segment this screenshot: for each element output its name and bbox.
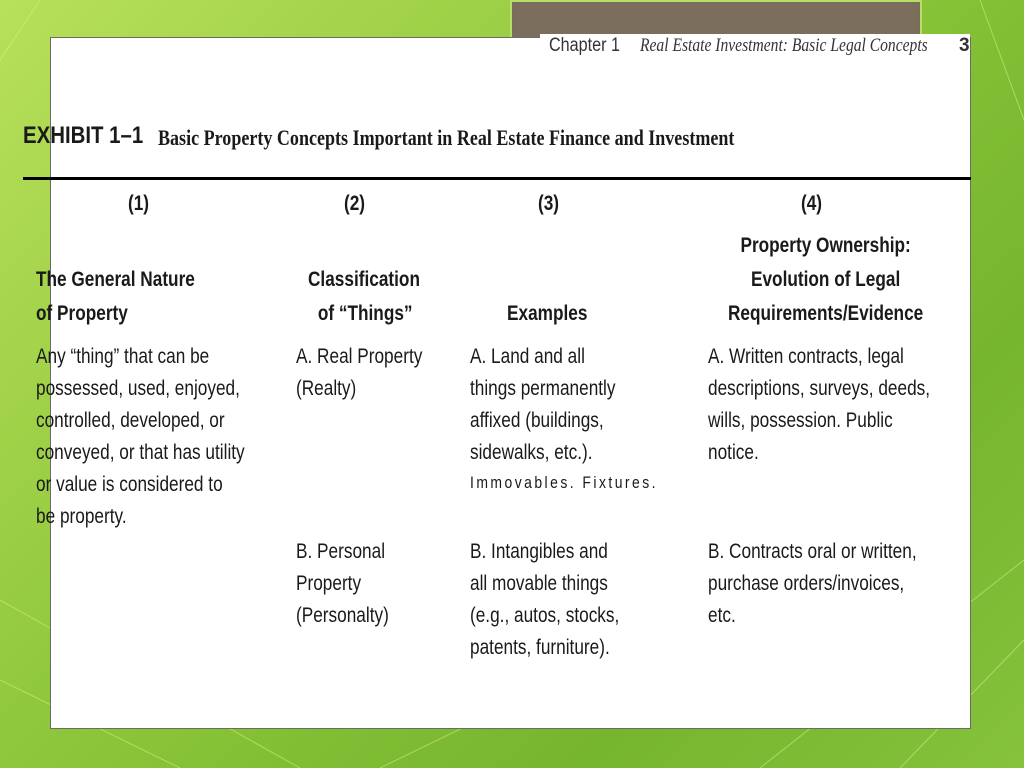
row1-ownership bbox=[708, 341, 930, 469]
text-line: A. Real Property bbox=[296, 345, 423, 368]
text-line: be property. bbox=[36, 505, 127, 528]
heading-line: Classification bbox=[308, 268, 420, 291]
text-line: possessed, used, enjoyed, bbox=[36, 377, 240, 400]
text-line: descriptions, surveys, deeds, bbox=[708, 377, 931, 400]
heading-line: of Property bbox=[36, 302, 128, 325]
row2-examples bbox=[470, 536, 619, 664]
running-title: Real Estate Investment: Basic Legal Concepts bbox=[640, 35, 928, 56]
text-line: or value is considered to bbox=[36, 473, 223, 496]
chapter-label: Chapter 1 bbox=[549, 35, 620, 56]
text-line: purchase orders/invoices, bbox=[708, 572, 905, 595]
heading-line: Examples bbox=[507, 302, 588, 325]
column-heading-4 bbox=[728, 229, 923, 331]
row2-classification bbox=[296, 536, 389, 632]
column-heading-3 bbox=[507, 297, 587, 331]
row1-nature bbox=[36, 341, 245, 533]
column-number-3: (3) bbox=[538, 192, 560, 215]
heading-line: Property Ownership: bbox=[740, 234, 911, 257]
text-line: Any “thing” that can be bbox=[36, 345, 210, 368]
text-line: all movable things bbox=[470, 572, 608, 595]
text-line: patents, furniture). bbox=[470, 636, 610, 659]
text-line: notice. bbox=[708, 441, 759, 464]
text-line: (e.g., autos, stocks, bbox=[470, 604, 620, 627]
text-line: conveyed, or that has utility bbox=[36, 441, 245, 464]
text-line: (Personalty) bbox=[296, 604, 389, 627]
exhibit-label: EXHIBIT 1–1 bbox=[23, 122, 144, 149]
row1-classification bbox=[296, 341, 422, 405]
row2-ownership bbox=[708, 536, 917, 632]
exhibit-title: Basic Property Concepts Important in Real Estate Finance and Investment bbox=[158, 125, 735, 150]
column-heading-2 bbox=[308, 263, 420, 331]
column-number-1: (1) bbox=[128, 192, 150, 215]
text-line: Immovables. Fixtures. bbox=[470, 473, 658, 492]
text-line: affixed (buildings, bbox=[470, 409, 604, 432]
text-line: B. Intangibles and bbox=[470, 540, 608, 563]
text-line: B. Contracts oral or written, bbox=[708, 540, 917, 563]
text-line: etc. bbox=[708, 604, 736, 627]
text-line: sidewalks, etc.). bbox=[470, 441, 593, 464]
header-rule bbox=[23, 177, 971, 180]
page-number: 3 bbox=[959, 35, 970, 56]
text-line: (Realty) bbox=[296, 377, 357, 400]
text-line: wills, possession. Public bbox=[708, 409, 893, 432]
text-line: B. Personal bbox=[296, 540, 386, 563]
heading-line: Requirements/Evidence bbox=[728, 302, 924, 325]
text-line: things permanently bbox=[470, 377, 616, 400]
text-line: Property bbox=[296, 572, 362, 595]
text-line: A. Land and all bbox=[470, 345, 585, 368]
text-line: controlled, developed, or bbox=[36, 409, 225, 432]
text-line: A. Written contracts, legal bbox=[708, 345, 904, 368]
exhibit-heading bbox=[23, 122, 164, 150]
column-number-4: (4) bbox=[801, 192, 823, 215]
heading-line: Evolution of Legal bbox=[750, 268, 901, 291]
column-heading-1 bbox=[36, 263, 195, 331]
column-number-2: (2) bbox=[344, 192, 366, 215]
heading-line: The General Nature bbox=[36, 268, 195, 291]
row1-examples bbox=[470, 341, 658, 497]
heading-line: of “Things” bbox=[317, 302, 413, 325]
